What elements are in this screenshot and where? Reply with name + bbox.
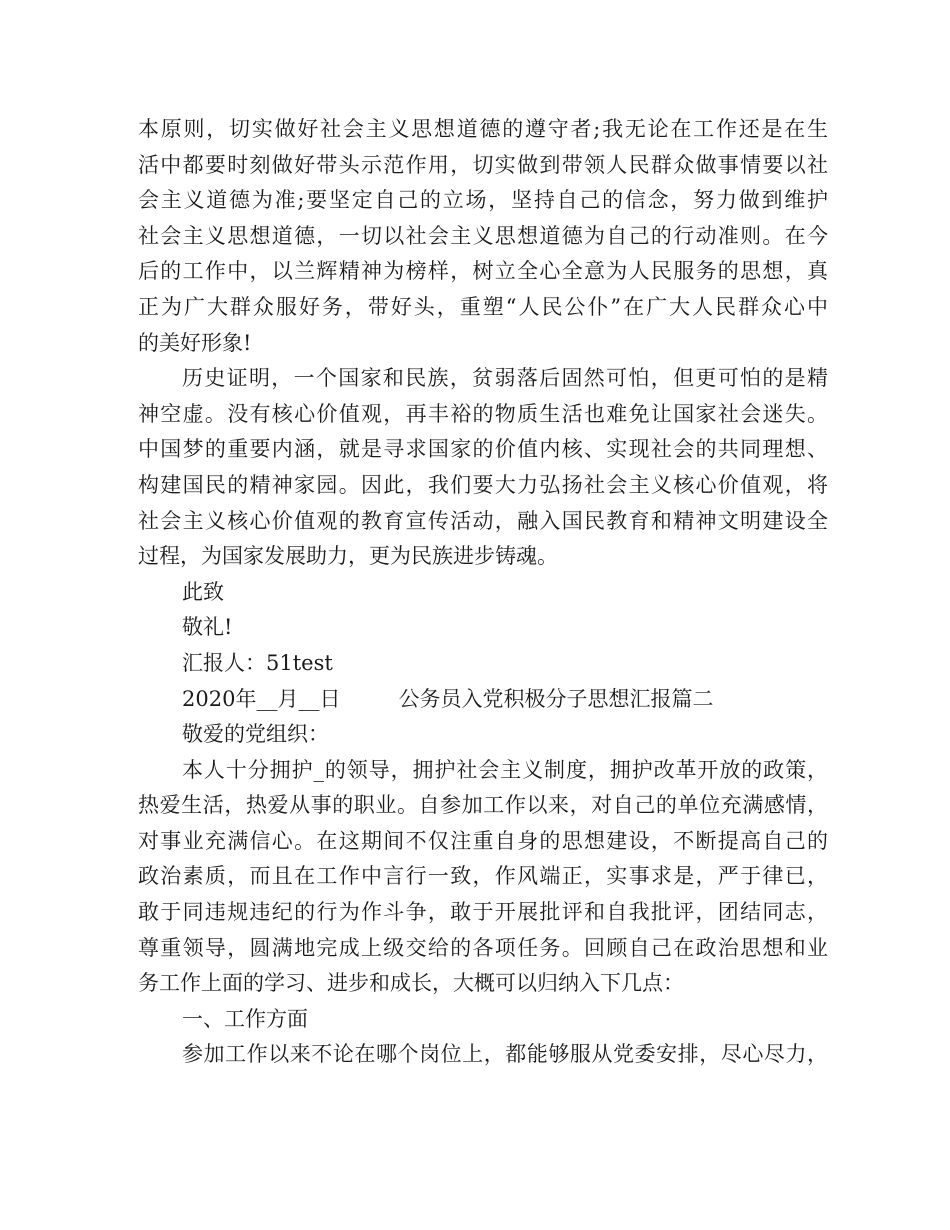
text-line: 构建国民的精神家园。因此，我们要大力弘扬社会主义核心价值观，将 bbox=[138, 472, 828, 497]
respect-line: 敬礼! bbox=[182, 615, 233, 640]
text-line: 对事业充满信心。在这期间不仅注重自身的思想建设，不断提高自己的 bbox=[138, 828, 828, 853]
text-line: 历史证明，一个国家和民族，贫弱落后固然可怕，但更可怕的是精 bbox=[182, 366, 828, 391]
paragraph-4 bbox=[138, 1037, 828, 1073]
text-line: 社会主义思想道德，一切以社会主义思想道德为自己的行动准则。在今 bbox=[138, 223, 828, 248]
text-line: 政治素质，而且在工作中言行一致，作风端正，实事求是，严于律已， bbox=[138, 864, 828, 889]
text-line: 尊重领导，圆满地完成上级交给的各项任务。回顾自己在政治思想和业 bbox=[138, 935, 828, 960]
next-article-title: 公务员入党积极分子思想汇报篇二 bbox=[398, 686, 714, 711]
text-line: 中国梦的重要内涵，就是寻求国家的价值内核、实现社会的共同理想、 bbox=[138, 437, 828, 462]
text-line: 社会主义核心价值观的教育宣传活动，融入国民教育和精神文明建设全 bbox=[138, 508, 828, 533]
text-line: 的美好形象! bbox=[138, 330, 252, 355]
text-line: 活中都要时刻做好带头示范作用，切实做到带领人民群众做事情要以社 bbox=[138, 152, 828, 177]
text-line: 神空虚。没有核心价值观，再丰裕的物质生活也难免让国家社会迷失。 bbox=[138, 401, 828, 426]
text-line: 参加工作以来不论在哪个岗位上，都能够服从党委安排，尽心尽力， bbox=[182, 1042, 828, 1067]
text-line: 过程，为国家发展助力，更为民族进步铸魂。 bbox=[138, 544, 558, 569]
letter-greeting: 敬爱的党组织： bbox=[182, 722, 329, 747]
paragraph-2 bbox=[138, 361, 828, 575]
text-line: 热爱生活，热爱从事的职业。自参加工作以来，对自己的单位充满感情， bbox=[138, 793, 828, 818]
text-line: 本人十分拥护_的领导，拥护社会主义制度，拥护改革开放的政策， bbox=[182, 757, 828, 782]
salutation: 此致 bbox=[182, 579, 224, 604]
reporter-line: 汇报人：51test bbox=[182, 650, 333, 675]
date-and-title-line bbox=[138, 682, 828, 718]
text-line: 务工作上面的学习、进步和成长，大概可以归纳入下几点： bbox=[138, 971, 684, 996]
text-line: 后的工作中，以兰辉精神为榜样，树立全心全意为人民服务的思想，真 bbox=[138, 259, 828, 284]
text-line: 会主义道德为准;要坚定自己的立场，坚持自己的信念，努力做到维护 bbox=[138, 188, 828, 213]
paragraph-1 bbox=[138, 112, 828, 361]
section-heading: 一、工作方面 bbox=[182, 1006, 308, 1031]
text-line: 正为广大群众服好务，带好头，重塑“人民公仆”在广大人民群众心中 bbox=[138, 294, 828, 319]
text-line: 敢于同违规违纪的行为作斗争，敢于开展批评和自我批评，团结同志， bbox=[138, 900, 828, 925]
report-date: 2020年__月__日 bbox=[182, 686, 341, 711]
paragraph-3 bbox=[138, 753, 828, 1002]
text-line: 本原则，切实做好社会主义思想道德的遵守者;我无论在工作还是在生 bbox=[138, 117, 828, 141]
document-body bbox=[138, 112, 828, 1073]
